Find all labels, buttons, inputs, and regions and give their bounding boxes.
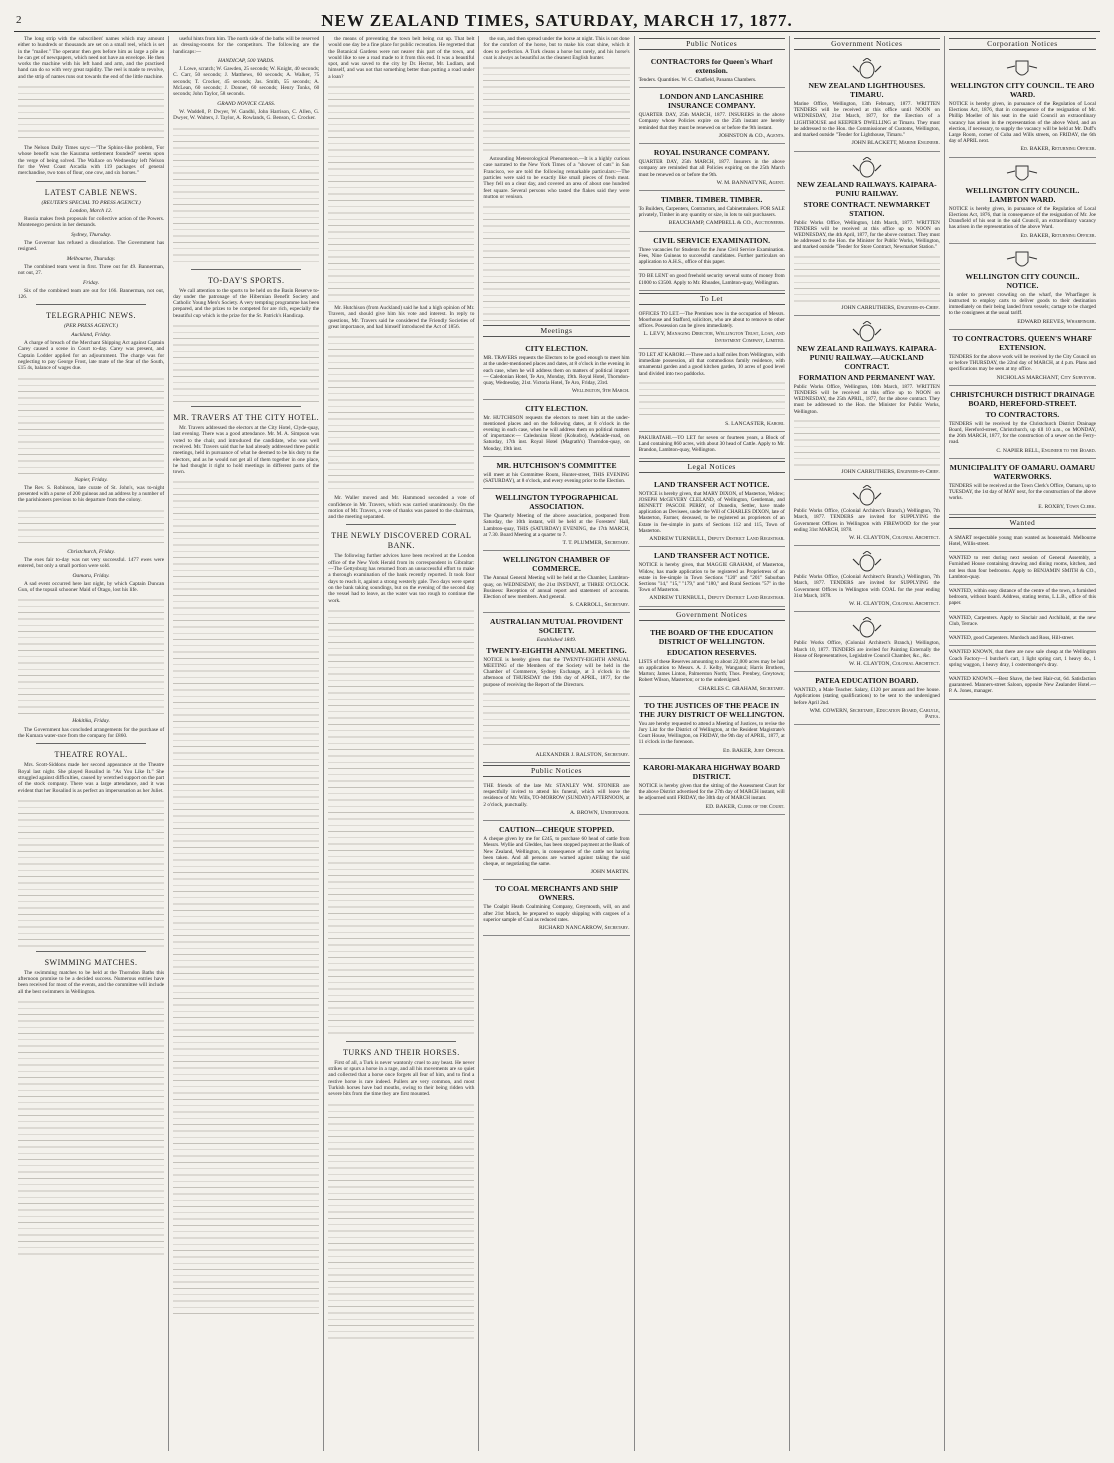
dateline: London, March 12. [69, 207, 113, 214]
meteorological-text: Astounding Meteorological Phenomenon.—It is a highly curious case narrated to the New York Times of a "shower of cats" in San Francisco, we are told the following remarkable particulars:—The particles were said to be exactly like small pieces of fresh meat. They fell on a clear day, and covered an area of about one hundred feet square. Several persons who tasted the flakes said they were mutton or venison. [483, 156, 630, 200]
handicap-heading: GRAND NOVICE CLASS. [217, 100, 276, 107]
text-block [328, 83, 474, 303]
ad-title: LONDON AND LANCASHIRE INSURANCE COMPANY. [659, 92, 764, 111]
advertisement [639, 191, 785, 232]
dateline: Auckland, Friday. [71, 331, 111, 338]
swimming-heading: SWIMMING MATCHES. [44, 957, 138, 967]
ad-body: You are hereby requested to attend a Meeting of Justices, to revise the Jury List for the District of Wellington, at the Resident Magistrate's Court House, Wellington, on FRIDAY, the 9th day of APRIL, 1877, at 11 o'clock in the forenoon. [638, 720, 785, 746]
ad-body: TO BE LENT on good freehold security several sums of money from £1000 to £3500. Apply to Mr. Rhoades, Lambton-quay, Wellington. [638, 273, 785, 286]
ad-body: NOTICE is hereby given, that MARY DIXON, of Masterton, Widow; JOSEPH McGEVERY CLELAND, of Wellington, Gentleman, and BENNETT PASCOE PERRY, of Dunedin, Settler, have made application as Devisees, under the Will of CHARLES DIXON, late of Masterton, Farmer, deceased, to be registered as proprietors of an Estate in fee-simple in parts of Sections 112 and 115, Town of Masterton. [638, 490, 785, 534]
ad-title: TO COAL MERCHANTS AND SHIP OWNERS. [494, 884, 619, 903]
dateline: Friday. [83, 279, 100, 286]
ad-body: TO LET AT KARORI.—Three and a half miles from Wellington, with immediate possession, all that commodious family residence, with ornamental garden and a good kitchen garden, 10 acres of good level land divided into two paddocks. [638, 351, 785, 377]
ad-body: A cheque given by me for £245, to purchase 60 head of cattle from Messrs. Wyllie and Gleddes, has been stopped payment at the Bank of New Zealand, Wellington, in consequence of the cattle not having been taken. And all persons are warned against taking the said cheque, or negotiating the same. [483, 836, 630, 867]
royal-crest-icon [847, 617, 887, 639]
public-notices-heading: Public Notices [483, 765, 629, 777]
telegraphic-heading: TELEGRAPHIC NEWS. [46, 311, 136, 321]
telegraphic-text: A charge of breach of the Merchant Shipping Act against Captain Carey caused a scene in Court to-day. Carey was present, and Captain Lodder applied for an adjournment. The charge was for neglecting to pay George Frost, late mate of the Star of the South, £15 4s, balance of wages due. [18, 340, 165, 372]
ad-title: MR. HUTCHISON'S COMMITTEE [496, 460, 617, 470]
advertisement [949, 53, 1096, 158]
divider [36, 181, 146, 182]
ad-title: WELLINGTON CITY COUNCIL. LAMBTON WARD. [965, 185, 1080, 204]
ad-signature: JOHN CARRUTHERS, Engineer-in-Chief. [841, 468, 940, 475]
ad-body: WANTED, a Male Teacher. Salary, £120 per annum and free house. Applications (stating qualifications) to be sent to the undersigned before April 2nd. [793, 687, 940, 706]
ad-body: MR. TRAVERS requests the Electors to be good enough to meet him at the under-mentioned places and dates, at 8 o'clock in the evening in each case, when he will address them on matters of political import:— Caledonian Hotel, Te Aro, Monday, 19th. Royal Hotel, Thorndon-quay, Wednesday, 21st. Victoria Hotel, Te Aro, Friday, 23rd. [483, 355, 630, 387]
city-crest-icon [1002, 58, 1042, 80]
ad-title: CITY ELECTION. [525, 344, 588, 354]
meetings-heading: Meetings [483, 325, 629, 337]
ad-signature: Ed. BAKER, Jury Officer. [723, 747, 785, 754]
turks-heading: TURKS AND THEIR HORSES. [343, 1047, 460, 1057]
wanted-ad [949, 646, 1096, 673]
ad-title: NEW ZEALAND RAILWAYS. KAIPARA-PUNIU RAILWAY. [796, 179, 937, 198]
ad-title: TIMBER. TIMBER. TIMBER. [660, 195, 763, 205]
wanted-ad [949, 632, 1096, 646]
text-block [18, 83, 164, 143]
advertisement [794, 612, 940, 672]
ad-body: TENDERS will be received at the Town Clerk's Office, Oamaru, up to TUESDAY, the 1st day of MAY next, for the construction of the above works. [948, 482, 1096, 502]
dateline: Christchurch, Friday. [67, 548, 115, 555]
ad-body: LISTS of these Reserves amounting to about 22,000 acres may be had on application to Messrs. A. J. Kelby, Wanganui; Harris Brothers, Marton; James Linton, Palmerston North; Thos. Prenbey, Greytown; Robert Wilson, Masterton; or to the undersigned. [638, 658, 785, 684]
text-block [173, 322, 319, 402]
ad-title: AUSTRALIAN MUTUAL PROVIDENT SOCIETY. [490, 617, 623, 636]
government-notices-heading: Government Notices [794, 38, 940, 50]
text-block [794, 253, 940, 303]
wanted-heading: Wanted [949, 517, 1096, 529]
royal-crest-icon [847, 321, 887, 343]
telegraphic-subheading: (PER PRESS AGENCY.) [64, 323, 119, 330]
royal-crest-icon [847, 485, 887, 507]
ad-body: Public Works Office, (Colonial Architect's Branch,) Wellington, 7th March, 1877. TENDERS are invited for SUPPLYING the Government Offices in Wellington with FIREWOOD for the year ending 31st MARCH, 1878. [793, 508, 940, 533]
divider [36, 743, 146, 744]
ad-title: PATEA EDUCATION BOARD. [815, 676, 919, 686]
column-1 [14, 36, 169, 1451]
ad-signature: JOHNSTON & CO., Agents. [718, 132, 785, 139]
ad-body: Public Works Office, Wellington, 10th March, 1877. WRITTEN TENDERS will be received at this office up to NOON on WEDNESDAY, the 25th APRIL, 1877, for the above contract. They must be addressed to the Hon. the Minister for Public Works, Wellington. [793, 383, 940, 415]
ad-title: THE BOARD OF THE EDUCATION DISTRICT OF WELLINGTON. [650, 627, 774, 646]
advertisement [794, 152, 940, 316]
divider [191, 406, 301, 407]
ad-body: TENDERS will be received by the Christchurch District Drainage Board, Hereford-street, Christchurch, up till 10 a.m., on MONDAY, the 26th MARCH, 1877, for the construction of a sewer on the Ferry-road. [948, 420, 1096, 446]
ad-signature: S. CARROLL, Secretary. [569, 602, 630, 609]
telegraphic-text: The Government has concluded arrangements for the purchase of the Kumara water-race from the company for £860. [18, 726, 165, 740]
ad-body: NOTICE is hereby given, in pursuance of the Regulation of Local Elections Act, 1876, that in consequence of the resignation of Mr. Phillip Moeller of his seat in the said Council an extraordinary vacancy has arisen in the representation of the above Ward, and an election, if necessary, to supply the vacancy will be held at Mr. Duff's Large Room, corner of Cuba and Wills streets, on FRIDAY, the 6th day of APRIL next. [948, 101, 1096, 145]
ad-title: WELLINGTON TYPOGRAPHICAL ASSOCIATION. [495, 493, 618, 512]
turks-continued: the sun, and then spread under the horse at night. This is not done for the comfort of the horse, but to make his coat shine, which it does to perfection. A Turk cleans a horse but rarely, and his horse's coat is always as beautiful as the cleanest English hunter. [483, 36, 630, 61]
advertisement [483, 613, 629, 763]
ad-signature: E. ROXBY, Town Clerk. [1038, 503, 1096, 510]
text-block [328, 1101, 474, 1341]
masthead [14, 10, 1100, 32]
theatre-text: Mrs. Scott-Siddons made her second appearance at the Theatre Royal last night. She played Rosalind in "As You Like It." She struggled against difficulties, caused by wretched support on the part of the stock company. There was a large attendance, and it was evident that her Rosalind is as perfect an impersonation as her Juliet. [18, 762, 165, 794]
corporation-notices-heading: Corporation Notices [949, 38, 1096, 50]
turks-text: First of all, a Turk is never wantonly cruel to any beast. He never strikes or spurs a horse in a rage, and all his movements are so quiet and collected that a horse once forgets all fear of him, and to find a restive horse is rare indeed. Pullers are very common, and most Turkish horses have bad mouths, owing to their being ridden with severe bits from the time they are first mounted. [328, 1059, 475, 1098]
ad-body: NOTICE is hereby given, that MAGGIE GRAHAM, of Masterton, Widow, has made application to be registered as Proprietress of an estate in fee-simple in Town Sections "120" and "201" Suburban Sections "14," "15," "179," and "180," and Rural Sections "57" in the Town of Masterton. [638, 562, 785, 594]
advertisement [639, 232, 785, 271]
page-number: 2 [16, 14, 22, 26]
ad-signature: ANDREW TURNBULL, Deputy District Land Registrar. [649, 595, 785, 602]
sports-heading: TO-DAY'S SPORTS. [207, 275, 285, 285]
ad-body: WANTED KNOWN.—Best Shave, the best Hair-cut, 6d. Satisfaction guaranteed. Manners-street Saloon, opposite New Zealander Hotel.—P. A. Jones, manager. [948, 675, 1096, 695]
ad-body: The Quarterly Meeting of the above association, postponed from Saturday, the 10th instant, will be held at the Foresters' Hall, Lambton-quay, THIS (SATURDAY) EVENING, the 17th MARCH, at 7.30. Board Meeting at a quarter to 7. [483, 513, 630, 538]
cable-text: The combined team went in first. Three out for 49. Bannerman, not out, 27. [18, 263, 165, 277]
advertisement [483, 489, 629, 551]
column-2 [169, 36, 324, 1451]
ad-body: The Coalpit Heath Coalmining Company, Greymouth, will, on and after 21st March, be prepared to supply shipping with cargoes of a superior sample of Coal as reduced rates. [483, 904, 630, 923]
travers-conclusion: Mr. Waller moved and Mr. Hammond seconded a vote of confidence in Mr. Travers, which was carried unanimously. On the motion of Mr. Travers, a vote of thanks was passed to the chairman, and the meeting separated. [328, 495, 475, 521]
royal-crest-icon [847, 58, 887, 80]
wanted-ad [949, 673, 1096, 700]
ad-body: To Builders, Carpenters, Contractors, and Cabinetmakers. FOR SALE privately, Timber in any quantity or size, in lots to suit purchasers. [638, 206, 785, 219]
advertisement [639, 432, 785, 459]
advertisement [483, 551, 629, 613]
ad-signature: T. T. PLUMMER, Secretary. [562, 540, 630, 547]
ad-title: ROYAL INSURANCE COMPANY. [653, 148, 770, 158]
ad-signature: EDWARD REEVES, Wharfinger. [1017, 318, 1096, 325]
ad-title: LAND TRANSFER ACT NOTICE. [653, 551, 770, 561]
ad-title: TWENTY-EIGHTH ANNUAL MEETING. [486, 645, 627, 655]
divider [36, 951, 146, 952]
ad-title: CIVIL SERVICE EXAMINATION. [653, 235, 770, 245]
travers-heading: MR. TRAVERS AT THE CITY HOTEL. [173, 413, 320, 423]
ad-title: KARORI-MAKARA HIGHWAY BOARD DISTRICT. [643, 762, 781, 781]
advertisement [639, 547, 785, 606]
ad-body: THE friends of the late Mr. STANLEY WM. STONIER are respectfully invited to attend his funeral, which will leave the residence of Mr. Wills, TO-MORROW (SUNDAY) AFTERNOON, at 2 o'clock, punctually. [483, 783, 630, 808]
ad-body: A SMART respectable young man wanted as housemaid. Melbourne Hotel, Willis-street. [948, 534, 1096, 548]
advertisement [949, 459, 1096, 515]
ad-title: TO CONTRACTORS. [985, 409, 1060, 419]
ad-body: WANTED, Carpenters. Apply to Sinclair and Archibald, at the new Club, Terrace. [948, 614, 1096, 627]
ad-title: TO THE JUSTICES OF THE PEACE IN THE JURY DISTRICT OF WELLINGTON. [638, 700, 785, 719]
advertisement [639, 349, 785, 432]
divider [346, 1041, 456, 1042]
travers-continued: Mr. Hutchison (from Auckland) said he had a high opinion of Mr. Travers, and should give him his vote and interest. In reply to questions, Mr. Travers said he considered the Friendly Societies of great importance, and had himself introduced the Act of 1856. [328, 305, 475, 330]
ad-body: QUARTER DAY, 25th MARCH, 1877. INSURERS in the above Company whose Policies expire on the 25th instant are hereby reminded that they must be renewed on or before the 9th instant. [638, 112, 785, 131]
cable-subheading: (REUTER'S SPECIAL TO PRESS AGENCY.) [41, 199, 141, 206]
ad-body: Public Works Office, (Colonial Architect's Branch,) Wellington, 7th March, 1877. TENDERS are invited for SUPPLYING the Government Offices in Wellington with COAL for the year ending 31st March, 1878. [793, 574, 940, 599]
dateline: Oamaru, Friday. [72, 572, 110, 579]
advertisement [949, 244, 1096, 330]
ad-signature: JOHN CARRUTHERS, Engineer-in-Chief. [841, 304, 940, 311]
handicap-heading: HANDICAP, 500 YARDS. [218, 57, 275, 64]
advertisement [794, 53, 940, 152]
advertisement [639, 53, 785, 88]
ad-body: WANTED, within easy distance of the centre of the town, a furnished bedroom, without board. Address, stating terms, L.L.B., office of this paper. [948, 588, 1096, 607]
coral-heading: THE NEWLY DISCOVERED CORAL BANK. [331, 531, 472, 551]
travers-continued: the means of preventing the town belt being cut up. That belt would one day be a fine place for public recreation. He regretted that the Botanical Gardens were not nearer this part of the town, and would like to see a road made to it from this end. It was a beautiful spot, and was saved to the city by Dr. Hector, Mr. Ludlam, and himself, and was not that something better than putting a road under a loan? [328, 36, 475, 80]
divider [36, 304, 146, 305]
ad-signature: W. H. CLAYTON, Colonial Architect. [848, 534, 940, 541]
handicap-intro: useful hints from him. The north side of the baths will be reserved as dressing-rooms for the competitors. The following are the handicaps:— [173, 36, 320, 55]
ad-signature: JOHN BLACKETT, Marine Engineer. [851, 140, 940, 147]
ad-signature: NICHOLAS MARCHANT, City Surveyor. [996, 374, 1096, 381]
ad-body: TENDERS for the above work will be received by the City Council on or before THURSDAY, the 22nd day of MARCH, at 4 p.m. Plans and specifications may be seen at my office. [948, 353, 1096, 373]
ad-title: NEW ZEALAND LIGHTHOUSES. TIMARU. [808, 81, 926, 99]
ad-title: CHRISTCHURCH DISTRICT DRAINAGE BOARD, HEREFORD-STREET. [950, 389, 1095, 408]
ad-body: WANTED to rent during next session of General Assembly, a Furnished House containing drawing and dining rooms, kitchen, and not less than four bedrooms. Apply to BENJAMIN SMITH & CO., Lambton-quay. [948, 555, 1096, 580]
advertisement [639, 697, 785, 759]
text-block [18, 375, 164, 475]
ad-title: WELLINGTON CITY COUNCIL. NOTICE. [965, 271, 1080, 290]
text-block [483, 64, 629, 154]
text-block [328, 333, 474, 493]
advertisement [794, 316, 940, 480]
ad-body: Public Works Office, (Colonial Architect's Branch,) Wellington, March 10, 1877. TENDERS are invited for Painting Externally the House of Representatives, Legislative Council Chamber, &c., &c. [793, 640, 940, 659]
text-block [483, 203, 629, 323]
legal-notices-heading: Legal Notices [639, 461, 785, 473]
ad-signature: W. H. CLAYTON, Colonial Architect. [848, 660, 940, 667]
ad-body: WANTED, good Carpenters. Murdoch and Ross, Hill-street. [948, 635, 1075, 642]
ad-body: NOTICE is hereby given that the TWENTY-EIGHTH ANNUAL MEETING of the Members of the Society will be held in the Chamber of Commerce, Sydney Exchange, at 3 o'clock in the afternoon of THURSDAY the 19th day of APRIL, 1877, for the purpose of receiving the Report of the Directors. [483, 656, 630, 688]
column-6 [790, 36, 945, 1451]
ad-title: STORE CONTRACT. NEWMARKET STATION. [803, 199, 931, 218]
handicap-list: W. Waddell, P. Dwyer, W. Gandhi, John Harrison, C. Allen, G. Dwyer, W. Walters, J. Taylor, A. Rowlands, G. Benson, C. Crocker. [173, 108, 320, 122]
text-block [173, 478, 319, 1318]
dateline: Melbourne, Thursday. [66, 255, 116, 262]
ad-body: The Annual General Meeting will be held at the Chamber, Lambton-quay, on WEDNESDAY, the 21st INSTANT, at THREE O'CLOCK. Business: Reception of annual report and statement of accounts. Election of new members. And general. [483, 575, 630, 600]
ad-signature: C. NAPIER BELL, Engineer to the Board. [996, 447, 1096, 454]
advertisement [483, 880, 629, 936]
sports-text: We call attention to the sports to be held on the Basin Reserve to-day under the patronage of the Hibernian Benefit Society and Catholic Young Men's Society. A very tempting programme has been prepared, and the prizes to be competed for are rich, especially the beautiful cup which is the prize for the St. Patrick's Handicap. [173, 287, 320, 319]
advertisement [483, 340, 629, 399]
theatre-heading: THEATRE ROYAL. [54, 750, 128, 760]
advertisement [949, 330, 1096, 386]
column-3 [324, 36, 479, 1451]
cable-text: Russia makes fresh proposals for collective action of the Powers. Montenegro persists in her demands. [18, 216, 165, 229]
advertisement [794, 546, 940, 612]
advertisement [639, 270, 785, 290]
text-block [483, 690, 629, 750]
ad-signature: W. M. BANNATYNE, Agent. [716, 179, 785, 186]
cable-text: Six of the combined team are out for 166. Bannerman, not out, 126. [18, 287, 165, 301]
travers-text: Mr. Travers addressed the electors at the City Hotel, Clyde-quay, last evening. There was a good attendance. Mr. M. A. Simpson was voted to the chair, and introduced the candidate, who was well received. Mr. Travers said that he had already addressed three public meetings, held in pursuance of what he deemed to be his duty to the electors, and as he would not get all of them together in one place, he had thought it right to hold meetings in different parts of the town. [173, 425, 320, 476]
ad-signature: WM. COWERN, Secretary, Education Board, Carlyle, Patea. [809, 707, 940, 721]
ad-body: Public Works Office, Wellington, 14th March, 1877. WRITTEN TENDERS will be received at this office up to NOON on WEDNESDAY, the 4th April, 1877, for the above contract. They must be addressed to the Hon. the Minister for Public Works, Wellington, and marked outside "Tender for Store Contract, Newmarket Station." [793, 219, 940, 251]
ad-signature: CHARLES C. GRAHAM, Secretary. [698, 685, 785, 692]
ad-signature: Ed. BAKER, Returning Officer. [1020, 232, 1096, 239]
ad-signature: RICHARD NANCARROW, Secretary. [538, 925, 630, 932]
ad-title: LAND TRANSFER ACT NOTICE. [653, 479, 770, 489]
divider [346, 524, 456, 525]
wanted-ad [949, 552, 1096, 585]
ad-signature: L. LEVY, Managing Director, Wellington Trust, Loan, and Investment Company, Limited. [643, 331, 785, 344]
text-block [18, 797, 164, 947]
ad-body: will meet at his Committee Room, Hunter-street, THIS EVENING (SATURDAY), at 8 o'clock, and every evening prior to the Election. [483, 471, 630, 484]
advertisement [949, 386, 1096, 459]
text-block [173, 125, 319, 265]
ad-signature: ED. BAKER, Clerk of the Court. [705, 803, 785, 810]
advertisement [483, 400, 629, 457]
city-crest-icon [1002, 249, 1042, 271]
ad-title: EDUCATION RESERVES. [666, 647, 757, 657]
nelson-text: The Nelson Daily Times says:—"The Sphinx-like problem, 'For whose benefit was the Kaurama settlement founded?' seems upon the verge of being solved. The Wallace on Wednesday left Nelson for the West Coast Arcadia with 119 packages of general merchandise, two tons of flour, one cow, and six horses." [18, 145, 165, 177]
advertisement [639, 308, 785, 349]
cable-heading: LATEST CABLE NEWS. [44, 187, 138, 197]
ad-title: WELLINGTON CITY COUNCIL. TE ARO WARD. [950, 81, 1095, 99]
ad-subtitle: Established 1849. [536, 637, 577, 644]
ad-signature: BEAUCHAMP, CAMPBELL & CO., Auctioneers. [668, 220, 785, 227]
ad-title: FORMATION AND PERMANENT WAY. [798, 372, 935, 382]
ad-body: In order to prevent crowding on the wharf, the Wharfinger is instructed to employ carts to deliver goods to their destination immediately on their being landed from vessels; cartage to be charged to the consignees at the usual tariff. [948, 291, 1096, 317]
columns [14, 36, 1100, 1451]
text-block [18, 998, 164, 1258]
telegraphic-text: The exes fair to-day was not very successful. 1477 ewes were entered, but only a small portion were sold. [18, 556, 165, 570]
ad-body: Marine Office, Wellington, 13th February, 1877. WRITTEN TENDERS will be received at this office until NOON on WEDNESDAY, 21st March, 1877, for the Erection of a LIGHTHOUSE and KEEPER'S DWELLING at Timaru. They must be addressed to the Hon. the Commissioner of Customs, Wellington, and marked outside "Tender for Lighthouse, Timaru." [793, 101, 940, 139]
text-block [18, 596, 164, 716]
telegraphic-text: The Rev. S. Robinson, late curate of St. John's, was to-night presented with a purse of 200 guineas and an address by a number of the parishioners previous to his departure from the colony. [18, 484, 165, 504]
wanted-ad [949, 585, 1096, 612]
advertisement [794, 480, 940, 546]
handicap-list: J. Lowe, scratch; W. Gawden, 25 seconds; W. Knight, 40 seconds; C. Carr, 50 seconds; J. Matthews, 60 seconds; A. Walker, 75 seconds; T. Crocker, 45 seconds; Jas. Smith, 55 seconds; A. McLean, 60 seconds; J. Donner, 60 seconds; Henry Tonks, 60 seconds; John Taylor, 58 seconds. [173, 66, 320, 98]
royal-crest-icon [847, 157, 887, 179]
ad-signature: Wellington, 9th March. [571, 388, 630, 395]
public-notices-heading: Public Notices [639, 38, 785, 50]
advertisement [639, 88, 785, 144]
divider [191, 269, 301, 270]
ad-title: WELLINGTON CHAMBER OF COMMERCE. [502, 555, 611, 574]
text-block [639, 379, 785, 419]
ad-body: Mr. HUTCHISON requests the electors to meet him at the under-mentioned places and on the following dates, at 8 o'clock in the evening in each case, when he will address them on political matters of importance:— Caledonian Hotel (Kohudro), Adelaide-road, on Saturday, 17th inst. Royal Hotel (Magrath's) Thorndon-quay, on Monday, 19th inst. [483, 414, 630, 452]
newspaper-title: NEW ZEALAND TIMES, SATURDAY, MARCH 17, 1877. [321, 11, 793, 30]
advertisement [639, 144, 785, 191]
ad-body: NOTICE is hereby given that the sitting of the Assessment Court for the above District advertised for the 27th day of MARCH instant, will be adjourned until FRIDAY, the 30th day of MARCH instant. [638, 782, 785, 802]
royal-crest-icon [847, 551, 887, 573]
wanted-ad [949, 612, 1096, 632]
ad-title: CAUTION—CHEQUE STOPPED. [498, 825, 615, 835]
advertisement [639, 624, 785, 697]
column-5 [635, 36, 790, 1451]
government-notices-heading: Government Notices [639, 609, 785, 621]
ad-body: Tenders. Quantities. W. C. Chatfield, Panama Chambers. [638, 77, 757, 83]
ad-body: WANTED KNOWN, that there are now sale cheap at the Wellington Coach Factory—1 butcher's cart, 1 light spring cart, 1 heavy do., 1 spring waggon, 1 heavy dray, 1 costermonger's dray. [948, 649, 1096, 668]
ad-title: CITY ELECTION. [525, 403, 588, 413]
cable-text: The Governor has refused a dissolution. The Government has resigned. [18, 240, 165, 253]
dateline: Hokitika, Friday. [72, 718, 110, 725]
ad-signature: ANDREW TURNBULL, Deputy District Land Registrar. [649, 536, 785, 543]
ad-title: CONTRACTORS for Queen's Wharf extension. [650, 57, 773, 75]
ad-title: NEW ZEALAND RAILWAYS. KAIPARA-PUNIU RAILWAY.—AUCKLAND CONTRACT. [796, 343, 937, 371]
telegraphic-text: A sad event occurred here last night, by which Captain Duncan Gun, of the topsail schooner Maid of Otago, lost his life. [18, 580, 165, 594]
advertisement [794, 672, 940, 725]
advertisement [483, 780, 629, 821]
ad-signature: A. BROWN, Undertaker. [570, 809, 630, 816]
swimming-text: The swimming matches to be held at the Thorndon Baths this afternoon promise to be a decided success. Numerous entries have been received for most of the events, and the committee will include all the best swimmers in Wellington. [18, 969, 165, 995]
to-let-heading: To Let [639, 293, 785, 305]
advertisement [639, 759, 785, 815]
ad-body: Three vacancies for Students for the June Civil Service Examination. Fees, Nine Guineas to successful candidates. Further particulars on application to A.H.S., office of this paper. [638, 246, 785, 266]
ad-title: MUNICIPALITY OF OAMARU. OAMARU WATERWORKS. [949, 462, 1096, 481]
ad-title: TO CONTRACTORS. QUEEN'S WHARF EXTENSION. [952, 333, 1093, 352]
ad-signature: Ed. BAKER, Returning Officer. [1020, 146, 1096, 153]
column-4 [479, 36, 634, 1451]
advertisement [483, 821, 629, 880]
text-block [328, 607, 474, 1037]
ad-signature: S. LANCASTER, Karori. [725, 420, 785, 427]
ad-signature: JOHN MARTIN. [590, 869, 630, 876]
ad-body: OFFICES TO LET.—The Premises now in the occupation of Messrs. Moorhouse and Stafford, solicitors, who are about to remove to other offices. Possession can be given immediately. [638, 310, 785, 330]
column-7 [945, 36, 1100, 1451]
wanted-ad [949, 532, 1096, 552]
advertisement [483, 457, 629, 489]
ad-body: PAKURATAHI.—TO LET for seven or fourteen years, a Block of Land containing 860 acres, with about 30 head of Cattle. Apply to Mr. Brandon, Lambton-quay, Wellington. [638, 435, 785, 454]
ad-signature: ALEXANDER J. RALSTON, Secretary. [535, 751, 630, 758]
ad-body: NOTICE is hereby given, in pursuance of the Regulation of Local Elections Act, 1876, that in consequence of the resignation of Mr. Joe Dransfield of his seat in the said Council, an extraordinary vacancy has arisen in the representation of the above Ward. [948, 205, 1096, 231]
intro-text: The long strip with the subscribers' names which may amount either to hundreds or thousands are set on a small reel, which is set in the "mailer." The operator then gets before him as large a pile as he can get of newspapers, which need not have an envelope. He then works the machine with his left hand and arm, and the practised hand can do so with very great rapidity. The reel is made to revolve, and the strip of names runs out towards the end of the little machine. [18, 36, 165, 80]
dateline: Sydney, Thursday. [71, 231, 111, 238]
city-crest-icon [1002, 163, 1042, 185]
ad-body: QUARTER DAY, 25th MARCH, 1877. Insurers in the above company are reminded that all Policies expiring on the 25th March must be renewed on or before the 9th. [638, 159, 785, 178]
text-block [794, 417, 940, 467]
advertisement [639, 476, 785, 548]
ad-signature: W. H. CLAYTON, Colonial Architect. [848, 601, 940, 608]
coral-text: The following further advices have been received at the London office of the New York Herald from its correspondent in Gibraltar:—The Gettysburg has returned from an unsuccessful effort to make a thorough examination of the bank recently reported. It took four days to reach it, against a strong westerly gale. Two days were spent on the bank taking soundings, but on the evening of the second day the vessel had to leave, as the water was too rough to continue the work. [328, 553, 475, 604]
dateline: Napier, Friday. [74, 476, 108, 483]
advertisement [949, 158, 1096, 244]
text-block [18, 507, 164, 547]
